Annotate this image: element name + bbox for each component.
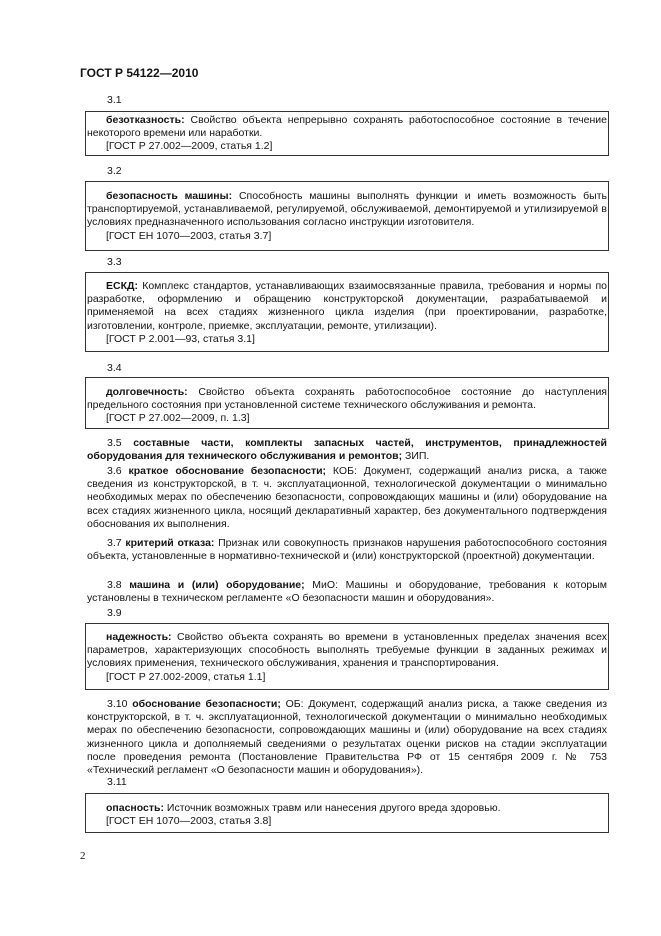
- definition-body: Источник возможных травм или нанесения другого вреда здоровью.: [164, 802, 501, 814]
- definition-text: [85, 280, 609, 333]
- reference: [ГОСТ Р 27.002-2009, статья 1.1]: [106, 670, 266, 683]
- section-number-3-2: 3.2: [107, 165, 122, 177]
- term: безопасность машины:: [106, 190, 233, 202]
- term: машина и (или) оборудование;: [129, 579, 305, 591]
- section-number-3-4: 3.4: [107, 362, 122, 374]
- definition-body: Свойство объекта сохранять во времени в установленных пределах значения всех параметров, характеризующих способность выполнять требуемые функции в заданных режимах и условиях применения, технического обслуживания, хранения и транспортирования.: [87, 631, 607, 670]
- definition-text: [85, 631, 609, 671]
- section-number-3-11: 3.11: [107, 776, 127, 788]
- term: краткое обоснование безопасности;: [128, 465, 327, 477]
- term: составные части, комплекты запасных частей, инструментов, принадлежностей оборудования для технического обслуживания и ремонтов;: [87, 437, 607, 463]
- definition-text: [85, 802, 609, 815]
- definition-box-3-11: [85, 793, 609, 833]
- term: долговечность:: [106, 386, 188, 398]
- definition-body: Свойство объекта непрерывно сохранять работоспособное состояние в течение некоторого времени или наработки.: [87, 114, 607, 140]
- section-number: 3.7: [107, 537, 122, 549]
- page-number: 2: [80, 850, 86, 862]
- term: обоснование безопасности;: [132, 698, 281, 710]
- term: критерий отказа:: [125, 537, 215, 549]
- section-number: 3.5: [107, 437, 122, 449]
- definition-text: [85, 190, 609, 230]
- definition-body: КОБ: Документ, содержащий анализ риска, а также сведения из конструкторской, в т. ч. эксплуатационной, технологической документации о минимально необходимых мерах по обеспечению безопасности, сопровождающих машины и (или) оборудование на всех стадиях жизненного цикла, носящий декларативный характер, без документального подтверждения обоснования их выполнения.: [87, 465, 608, 530]
- document-header: ГОСТ Р 54122—2010: [80, 66, 199, 80]
- section-number-3-1: 3.1: [107, 94, 122, 106]
- reference: [ГОСТ Р 27.002—2009, статья 1.2]: [106, 140, 273, 153]
- term: надежность:: [106, 631, 172, 643]
- definition-box-3-9: [85, 623, 609, 690]
- paragraph-3-5: [87, 437, 607, 463]
- definition-box-3-2: [85, 181, 609, 251]
- section-number: 3.8: [107, 579, 122, 591]
- paragraph-3-7: [87, 537, 607, 563]
- definition-body: Свойство объекта сохранять работоспособное состояние до наступления предельного состояния при установленной системе технического обслуживания и ремонта.: [87, 386, 607, 412]
- definition-body: ЗИП.: [402, 450, 430, 463]
- reference: [ГОСТ ЕН 1070—2003, статья 3.7]: [106, 229, 272, 242]
- paragraph-3-8: [87, 579, 607, 605]
- reference: [ГОСТ Р 27.002—2009, п. 1.3]: [106, 412, 250, 425]
- section-number-3-9: 3.9: [107, 607, 122, 619]
- section-number-3-3: 3.3: [107, 256, 122, 268]
- paragraph-3-6: [87, 465, 607, 531]
- definition-body: ОБ: Документ, содержащий анализ риска, а также сведения из конструкторской, в т. ч. эксплуатационной, технологической документации о минимально необходимых мерах по обеспечению безопасности, сопровождающих машины и (или) оборудование на всех стадиях жизненного цикла и дополняемый сведениями о результатах оценки рисков на стадии эксплуатации после проведения ремонта (Постановление Правительства РФ от 15 сентября 2009 г. № 753 «Технический регламент «О безопасности машин и оборудования»).: [87, 698, 608, 777]
- term: ЕСКД:: [106, 280, 138, 292]
- definition-body: МиО: Машины и оборудование, требования к которым установлены в техническом регламенте «О безопасности машин и оборудования».: [87, 579, 608, 605]
- reference: [ГОСТ ЕН 1070—2003, статья 3.8]: [106, 815, 272, 828]
- definition-text: [85, 386, 609, 412]
- definition-body: Способность машины выполнять функции и иметь возможность быть транспортируемой, устанавливаемой, регулируемой, обслуживаемой, демонтируемой и утилизируемой в условиях предназначенного использования согласно инструкции изготовителя.: [87, 190, 608, 229]
- definition-text: [85, 114, 609, 140]
- reference: [ГОСТ Р 2.001—93, статья 3.1]: [106, 332, 255, 345]
- section-number: 3.10: [107, 698, 128, 710]
- definition-body: Комплекс стандартов, устанавливающих взаимосвязанные правила, требования и нормы по разработке, оформлению и обращению конструкторской документации, разрабатываемой и применяемой на всех стадиях жизненного цикла изделия (при проектировании, разработке, изготовлении, контроле, приемке, эксплуатации, ремонте, утилизации).: [87, 280, 607, 332]
- definition-box-3-3: [85, 272, 609, 352]
- term: безотказность:: [106, 114, 185, 126]
- paragraph-3-10: [87, 698, 607, 777]
- definition-box-3-1: [85, 111, 609, 156]
- definition-body: Признак или совокупность признаков нарушения работоспособного состояния объекта, установленные в нормативно-технической и (или) конструкторской (проектной) документации.: [87, 537, 607, 563]
- definition-box-3-4: [85, 377, 609, 429]
- section-number: 3.6: [107, 465, 122, 477]
- term: опасность:: [106, 802, 164, 814]
